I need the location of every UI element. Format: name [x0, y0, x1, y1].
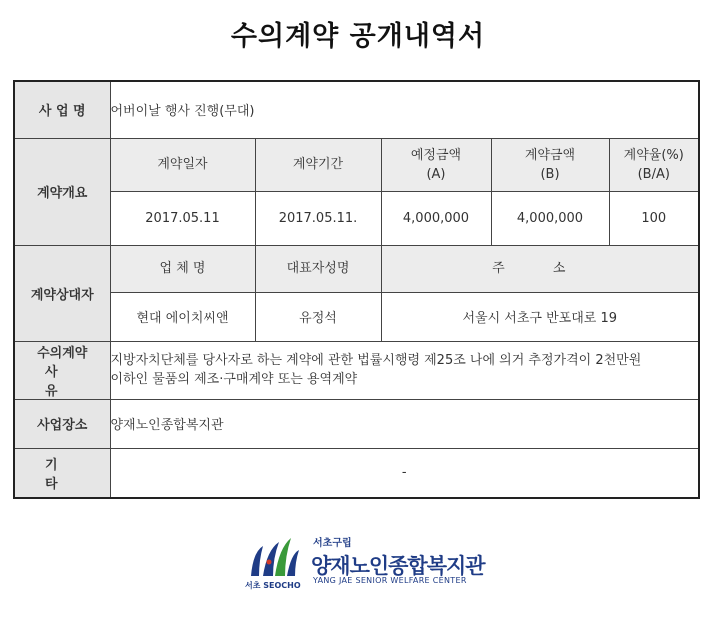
logo-small-text: 서초구립: [313, 538, 352, 549]
reason-label-line1: 수의계약: [37, 345, 88, 361]
estimated-amount-header: [381, 138, 491, 191]
contract-amount-header: [491, 138, 609, 191]
contract-rate-value: 100: [609, 191, 699, 245]
counterparty-label: 계약상대자: [14, 245, 110, 341]
representative-value: 유정석: [255, 292, 381, 341]
contract-rate-title: 계약율(%): [623, 147, 684, 163]
welfare-center-logo: [245, 532, 485, 592]
estimated-amount-sub: (A): [426, 166, 446, 182]
location-label: 사업장소: [14, 399, 110, 448]
address-value: 서울시 서초구 반포대로 19: [381, 292, 699, 341]
logo-english-name: YANG JAE SENIOR WELFARE CENTER: [313, 576, 467, 585]
representative-header: 대표자성명: [255, 245, 381, 292]
reason-text-line1: 지방자치단체를 당사자로 하는 계약에 관한 법률시행령 제25조 나에 의거 추정가격이 2천만원: [110, 353, 642, 368]
reason-label-line2: 사 유: [44, 364, 80, 399]
etc-value: -: [110, 448, 699, 498]
business-label: 사 업 명: [14, 81, 110, 138]
reason-label: [14, 341, 110, 399]
etc-row: [14, 448, 699, 498]
location-value: 양재노인종합복지관: [110, 399, 699, 448]
business-value: 어버이날 행사 진행(무대): [110, 81, 699, 138]
contract-amount-value: 4,000,000: [491, 191, 609, 245]
document-title: 수의계약 공개내역서: [230, 21, 486, 52]
overview-value-row: [14, 191, 699, 245]
contract-rate-sub: (B/A): [637, 166, 670, 182]
etc-label: 기 타: [14, 448, 110, 498]
contract-period-value: 2017.05.11.: [255, 191, 381, 245]
estimated-amount-value: 4,000,000: [381, 191, 491, 245]
overview-label: 계약개요: [14, 138, 110, 245]
contract-amount-title: 계약금액: [524, 147, 576, 163]
overview-header-row: [14, 138, 699, 191]
estimated-amount-title: 예정금액: [410, 147, 462, 163]
reason-text: [110, 341, 699, 399]
contract-period-header: 계약기간: [255, 138, 381, 191]
contract-rate-header: [609, 138, 699, 191]
counterparty-header-row: [14, 245, 699, 292]
address-header: 주 소: [381, 245, 699, 292]
company-name-value: 현대 에이치씨앤: [110, 292, 255, 341]
logo-korean-name: 양재노인종합복지관: [311, 554, 485, 578]
contract-table: [13, 80, 700, 499]
reason-row: [14, 341, 699, 399]
contract-date-header: 계약일자: [110, 138, 255, 191]
business-row: [14, 81, 699, 138]
logo-seocho-text: 서초 SEOCHO: [245, 581, 301, 590]
company-name-header: 업 체 명: [110, 245, 255, 292]
reason-text-line2: 이하인 물품의 제조·구매계약 또는 용역계약: [110, 372, 358, 387]
contract-amount-sub: (B): [540, 166, 560, 182]
counterparty-value-row: [14, 292, 699, 341]
location-row: [14, 399, 699, 448]
contract-date-value: 2017.05.11: [110, 191, 255, 245]
